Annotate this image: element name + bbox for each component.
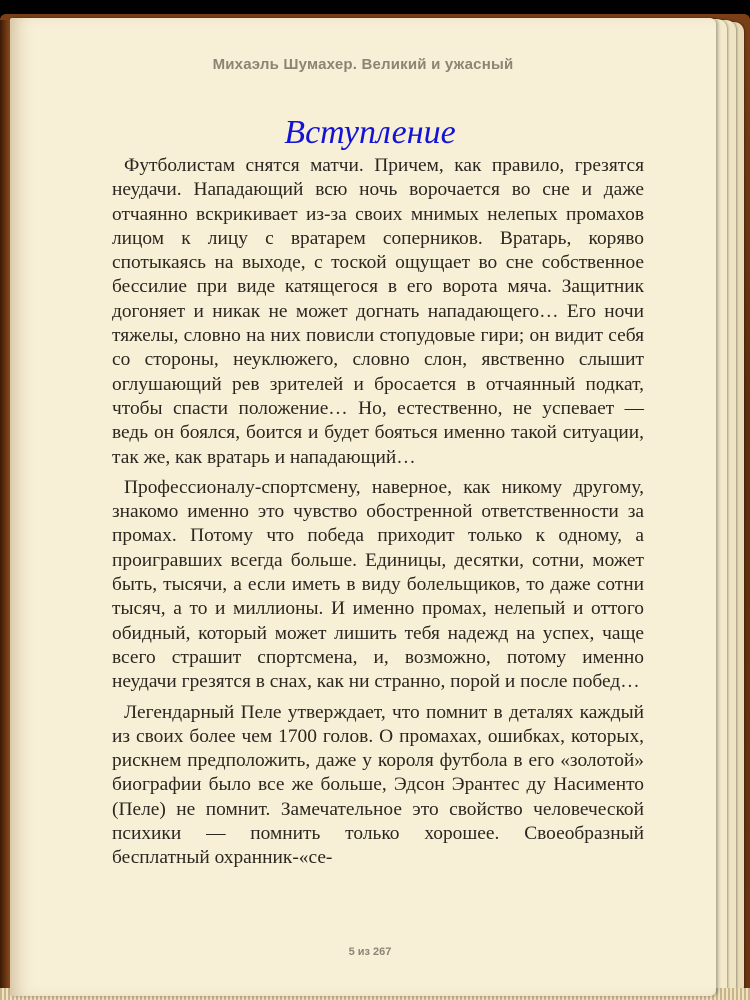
chapter-title: Вступление	[284, 114, 456, 151]
paragraph: Легендарный Пеле утверждает, что помнит в деталях каждый из своих более чем 1700 голов. О промахах, ошибках, которых, рискнем предположить, даже у короля футбола в его «золотой» биографии было все же больше, Эдсон Эрантес ду Насименто (Пеле) не помнит. Замечательное это свойство человеческой психики — помнить только хорошее. Своеобразный бесплатный охранник-«се-	[112, 701, 644, 869]
running-header-book-title: Михаэль Шумахер. Великий и ужасный	[212, 56, 514, 73]
paragraph: Футболистам снятся матчи. Причем, как правило, грезятся неудачи. Нападающий всю ночь ворочается во сне и даже отчаянно вскрикивает из-за своих мнимых нелепых промахов лицом к лицу с вратарем соперников. Вратарь, коряво спотыкаясь на выходе, с тоской ощущает во сне собственное бессилие при виде катящегося в его ворота мяча. Защитник догоняет и никак не может догнать нападающего… Его ночи тяжелы, словно на них повисли стопудовые гири; он видит себя со стороны, неуклюжего, словно слон, явственно слышит оглушающий рев зрителей и бросается в отчаянный подкат, чтобы спасти положение… Но, естественно, не успевает — ведь он боялся, боится и будет бояться именно такой ситуации, так же, как вратарь и нападающий…	[112, 155, 644, 468]
page-number-indicator: 5 из 267	[348, 946, 392, 958]
page-body-text	[112, 154, 644, 877]
book-spine-edge	[0, 20, 10, 1000]
paragraph: Профессионалу-спортсмену, наверное, как никому другому, знакомо именно это чувство обостренной ответственности за промах. Потому что победа приходит только к одному, а проигравших всегда больше. Единицы, десятки, сотни, может быть, тысячи, а если иметь в виду болельщиков, то даже сотни тысяч, а то и миллионы. И именно промах, нелепый и оттого обидный, который может лишить тебя надежд на успех, чаще всего страшит спортсмена, и, возможно, потому именно неудачи грезятся в снах, как ни странно, порой и после побед…	[112, 476, 644, 693]
